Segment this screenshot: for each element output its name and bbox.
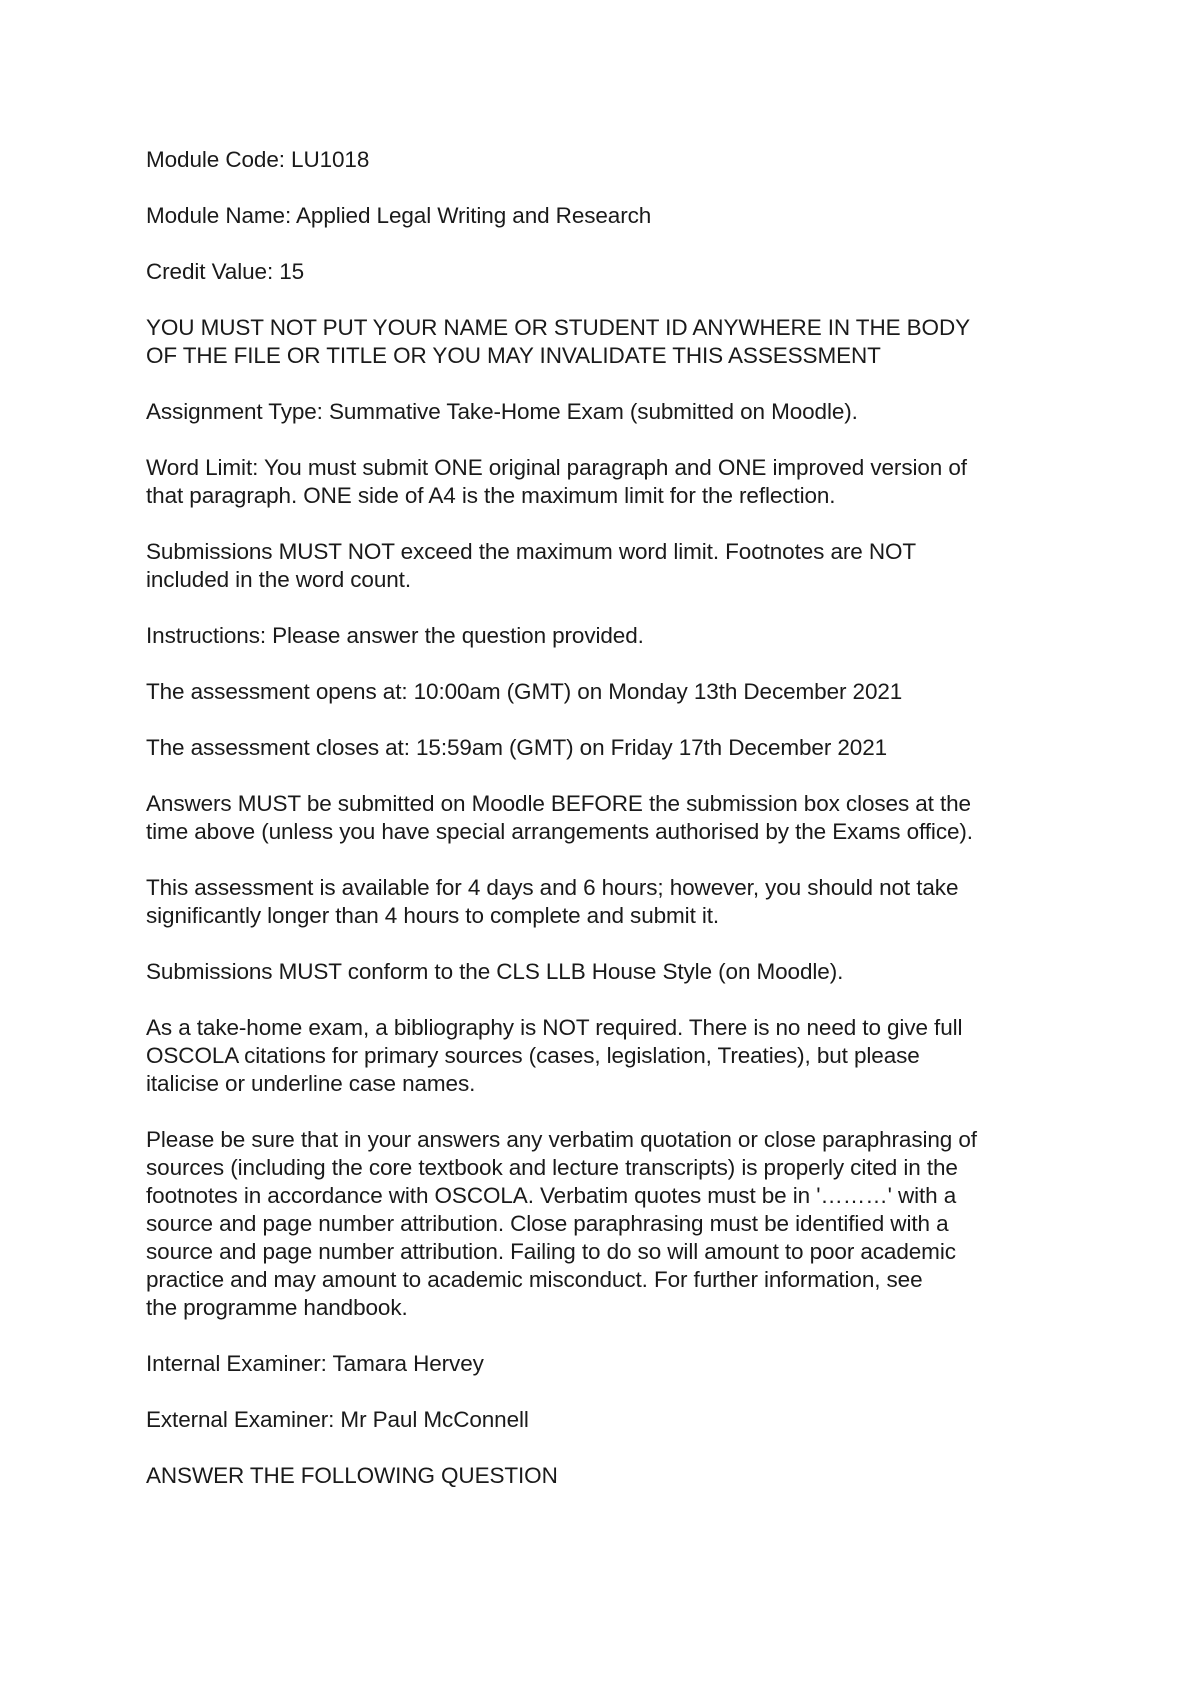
document-page: [146, 146, 1066, 1518]
external-examiner: External Examiner: Mr Paul McConnell: [146, 1407, 529, 1432]
assignment-type: Assignment Type: Summative Take-Home Exam (submitted on Moodle).: [146, 399, 858, 424]
availability: This assessment is available for 4 days and 6 hours; however, you should not take significantly longer than 4 hours to complete and submit it.: [146, 875, 959, 928]
module-code: Module Code: LU1018: [146, 147, 370, 172]
deadline-note: Answers MUST be submitted on Moodle BEFORE the submission box closes at the time above (unless you have special arrangements authorised by the Exams office).: [146, 791, 973, 844]
question-heading: ANSWER THE FOLLOWING QUESTION: [146, 1463, 558, 1488]
bibliography-note: As a take-home exam, a bibliography is NOT required. There is no need to give full OSCOLA citations for primary sources (cases, legislation, Treaties), but please italicise or underline case names.: [146, 1015, 963, 1096]
internal-examiner: Internal Examiner: Tamara Hervey: [146, 1351, 484, 1376]
closes-at: The assessment closes at: 15:59am (GMT) on Friday 17th December 2021: [146, 735, 888, 760]
house-style: Submissions MUST conform to the CLS LLB House Style (on Moodle).: [146, 959, 844, 984]
credit-value: Credit Value: 15: [146, 259, 305, 284]
instructions: Instructions: Please answer the question provided.: [146, 623, 644, 648]
word-limit: Word Limit: You must submit ONE original paragraph and ONE improved version of that paragraph. ONE side of A4 is the maximum limit for the reflection.: [146, 455, 967, 508]
citation-policy: Please be sure that in your answers any verbatim quotation or close paraphrasing of sources (including the core textbook and lecture transcripts) is properly cited in the footnotes in accordance with OSCOLA. Verbatim quotes must be in '………' with a source and page number attribution. Close paraphrasing must be identified with a source and page number attribution. Failing to do so will amount to poor academic practice and may amount to academic misconduct. For further information, see the programme handbook.: [146, 1127, 977, 1320]
submission-limit: Submissions MUST NOT exceed the maximum word limit. Footnotes are NOT included in the word count.: [146, 539, 917, 592]
anonymity-warning: YOU MUST NOT PUT YOUR NAME OR STUDENT ID ANYWHERE IN THE BODY OF THE FILE OR TITLE OR YOU MAY INVALIDATE THIS ASSESSMENT: [146, 315, 971, 368]
opens-at: The assessment opens at: 10:00am (GMT) on Monday 13th December 2021: [146, 679, 903, 704]
module-name: Module Name: Applied Legal Writing and Research: [146, 203, 652, 228]
